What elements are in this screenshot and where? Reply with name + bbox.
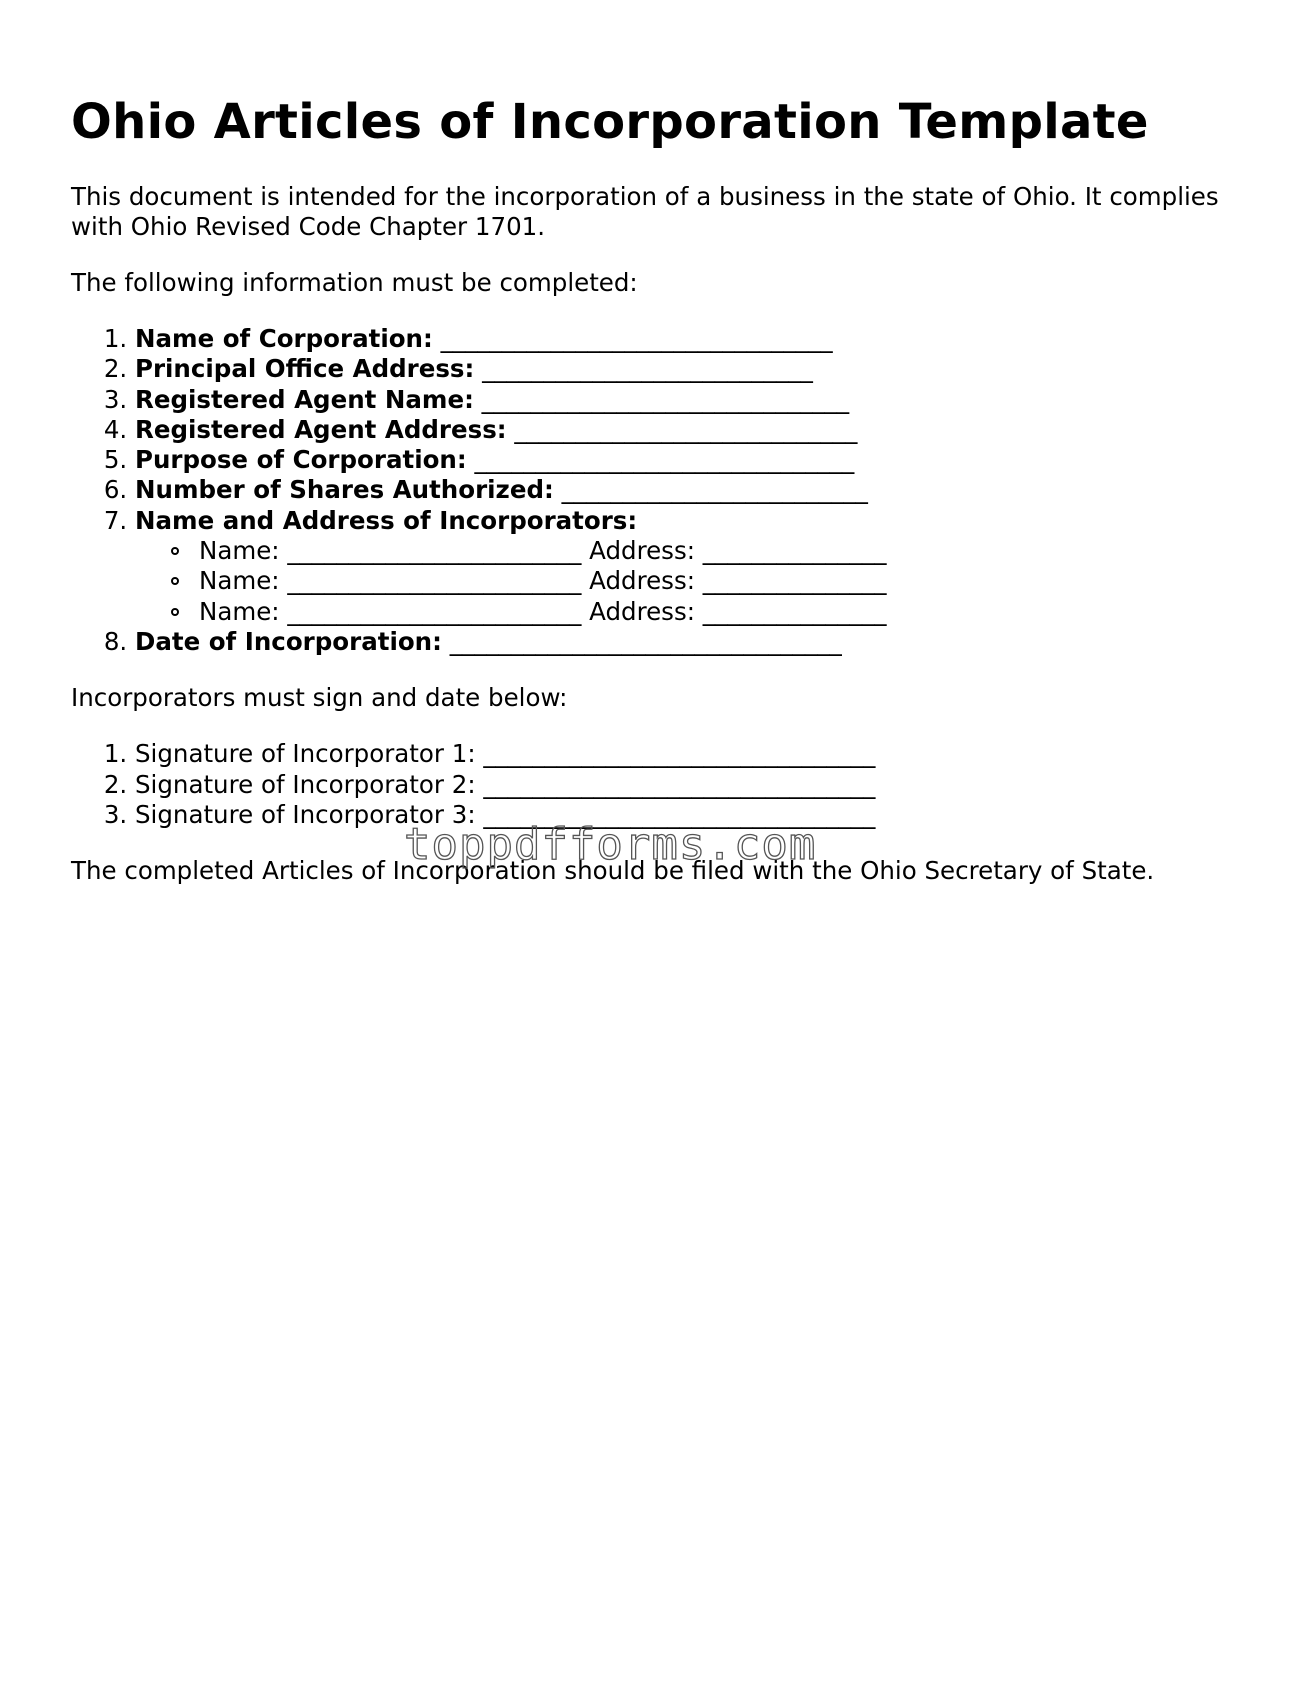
field-corporation-name [135,324,1251,354]
signature-line [135,739,1251,769]
signature-label: Signature of Incorporator 3: [135,799,476,829]
signature-label: Signature of Incorporator 2: [135,769,476,799]
field-incorporators [135,506,1251,627]
field-label: Name and Address of Incorporators: [135,505,638,535]
name-label: Name: [199,596,280,626]
name-label: Name: [199,566,280,596]
field-principal-office-address [135,354,1251,384]
name-blank[interactable]: ________________________ [287,536,582,566]
address-label: Address: [589,596,695,626]
page-title: Ohio Articles of Incorporation Template [71,94,1149,150]
field-label: Registered Agent Name: [135,384,474,414]
incorporator-row [199,566,1251,596]
address-label: Address: [589,536,695,566]
blank-line[interactable]: ________________________________ [440,324,833,353]
field-shares-authorized [135,475,1251,505]
field-label: Date of Incorporation: [135,626,442,656]
signature-lead: Incorporators must sign and date below: [71,683,568,713]
document-page [71,92,1251,886]
name-blank[interactable]: ________________________ [287,566,582,596]
address-blank[interactable]: _______________ [702,536,887,566]
required-info-lead: The following information must be completed: [71,268,638,297]
intro-paragraph: This document is intended for the incorporation of a business in the state of Ohio. It complies with Ohio Revised Code Chapter 1701. [71,182,1219,241]
field-label: Name of Corporation: [135,324,433,353]
field-label: Registered Agent Address: [135,414,507,444]
field-label: Number of Shares Authorized: [135,475,554,505]
incorporators-list [135,536,1251,627]
field-label: Purpose of Corporation: [135,445,467,475]
closing-paragraph: The completed Articles of Incorporation should be filed with the Ohio Secretary of State. [71,856,1155,886]
address-label: Address: [589,566,695,596]
incorporator-row [199,597,1251,627]
incorporator-row [199,536,1251,566]
name-blank[interactable]: ________________________ [287,596,582,626]
blank-line[interactable]: ___________________________ [482,354,813,384]
field-date-of-incorporation [135,627,1251,657]
name-label: Name: [199,536,280,566]
blank-line[interactable]: ____________________________ [514,414,858,444]
address-blank[interactable]: _______________ [702,566,887,596]
field-label: Principal Office Address: [135,354,475,384]
field-purpose [135,445,1251,475]
blank-line[interactable]: ________________________________ [449,626,842,656]
signature-label: Signature of Incorporator 1: [135,739,476,769]
watermark: toppdfforms.com [404,819,817,870]
blank-line[interactable]: _______________________________ [474,445,855,475]
signature-list [71,739,1251,830]
signature-line [135,770,1251,800]
required-fields-list [71,324,1251,657]
field-registered-agent-address [135,415,1251,445]
signature-blank[interactable]: ________________________________ [483,769,876,799]
blank-line[interactable]: _________________________ [561,475,868,505]
field-registered-agent-name [135,385,1251,415]
address-blank[interactable]: _______________ [702,596,887,626]
signature-blank[interactable]: ________________________________ [483,799,876,829]
signature-blank[interactable]: ________________________________ [483,739,876,769]
blank-line[interactable]: ______________________________ [481,384,850,414]
